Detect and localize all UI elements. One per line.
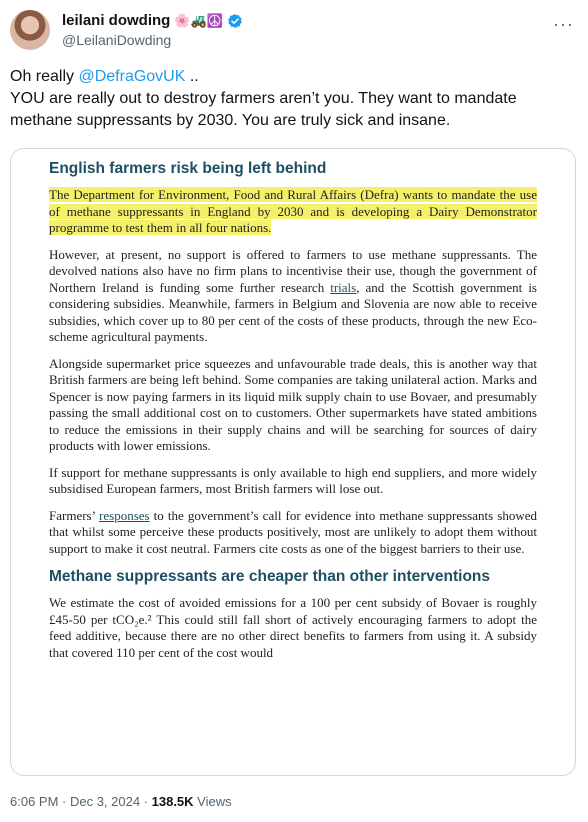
tweet-after-mention: .. bbox=[185, 68, 199, 85]
document-heading-1: English farmers risk being left behind bbox=[49, 160, 327, 177]
document-paragraph-6: We estimate the cost of avoided emissions for a 100 per cent subsidy of Bovaer is roughly £45-50 per tCO₂e.² This could still fall short of actively encouraging farmers to adopt the feed additive, because there are no other direct benefits to farmers from using it. A subsidy that covered 110 per cent of the cost would bbox=[49, 595, 537, 660]
tweet-meta bbox=[10, 794, 232, 809]
document-paragraph-4: If support for methane suppressants is only available to high end suppliers, and more widely subsidised European farmers, most British farmers will lose out. bbox=[49, 464, 537, 496]
views-count: 138.5K bbox=[151, 794, 194, 809]
tweet-timestamp[interactable]: 6:06 PM · Dec 3, 2024 · bbox=[10, 794, 152, 809]
responses-link: responses bbox=[99, 507, 150, 523]
tweet-image[interactable] bbox=[10, 148, 576, 776]
highlighted-text: The Department for Environment, Food and Rural Affairs (Defra) wants to mandate the use of methane suppressants in England by 2030 and is developing a Dairy Demonstrator programme to test them in all four nations. bbox=[49, 187, 537, 235]
document-heading-2: Methane suppressants are cheaper than other interventions bbox=[49, 568, 491, 585]
document-paragraph-5 bbox=[49, 508, 537, 558]
document-paragraph-3: Alongside supermarket price squeezes and unfavourable trade deals, this is another way that British farmers are being left behind. Some companies are taking unilateral action. Marks and Spencer is now paying farmers in its liquid milk supply chain to use Bovaer, and presumably passing the small additional cost on to customers. Other supermarkets have stated ambitions to reduce the emissions in their supply chains and will be searching for sources of dairy products with lower emissions. bbox=[49, 355, 537, 453]
tweet-body: YOU are really out to destroy farmers aren’t you. They want to mandate methane suppressants by 2030. You are truly sick and insane. bbox=[10, 90, 517, 129]
tweet-prefix: Oh really bbox=[10, 68, 79, 85]
mention-link[interactable]: @DefraGovUK bbox=[78, 68, 186, 85]
trials-link: trials bbox=[330, 279, 357, 295]
document-excerpt bbox=[49, 159, 537, 671]
document-paragraph-2 bbox=[49, 247, 537, 346]
tweet-text bbox=[10, 66, 572, 132]
views-label: Views bbox=[193, 794, 232, 809]
more-options-icon[interactable]: ··· bbox=[553, 14, 574, 34]
paragraph-2-text: However, at present, no support is offered to farmers to use methane suppressants. The devolved nations also have no firm plans to incentivise their use, though the government of Northern Ireland is funding some further research bbox=[49, 246, 537, 295]
display-name-row[interactable] bbox=[62, 12, 243, 29]
paragraph-5-text-end: to the government’s call for evidence into methane suppressants showed that whilst some perceive these products positively, most are unlikely to adopt them without support to make it cost neutral. Farmers cite costs as one of the biggest barriers to their use. bbox=[49, 507, 537, 556]
avatar[interactable] bbox=[10, 10, 50, 50]
user-handle[interactable]: @LeilaniDowding bbox=[62, 32, 172, 48]
verified-badge-icon bbox=[227, 13, 243, 29]
document-paragraph-1 bbox=[49, 187, 537, 237]
name-emojis: 🌸🚜☮️ bbox=[174, 12, 223, 28]
paragraph-5-text: Farmers’ bbox=[49, 507, 100, 523]
display-name[interactable]: leilani dowding bbox=[62, 12, 171, 29]
tweet-header bbox=[10, 8, 578, 52]
paragraph-2-text-end: , and the Scottish government is considering subsidies. Meanwhile, farmers in Belgium and Slovenia are now able to receive subsidies, which cover up to 80 per cent of the costs of these products, through the new Eco-scheme agricultural payments. bbox=[49, 279, 537, 344]
